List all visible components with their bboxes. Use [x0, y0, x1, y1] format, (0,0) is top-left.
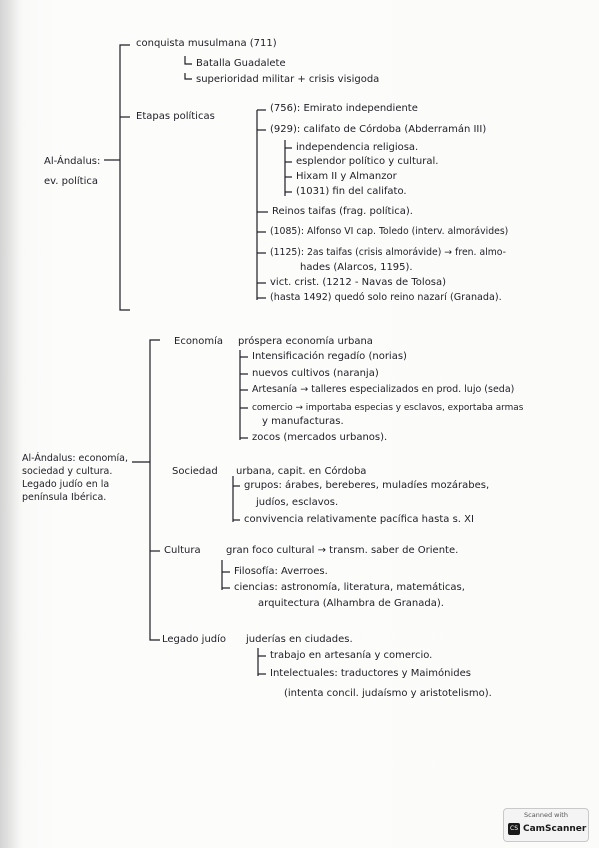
cultura-heading: Cultura: [164, 545, 201, 556]
granada-item: (hasta 1492) quedó solo reino nazarí (Granada).: [270, 292, 502, 303]
economia-sub-4: comercio → importaba especias y esclavos, exportaba armas: [252, 403, 524, 413]
camscanner-brand: CamScanner: [523, 824, 587, 834]
cultura-sub-2: ciencias: astronomía, literatura, matemáticas,: [234, 582, 465, 593]
bracket-section-2: [150, 340, 160, 640]
section2-label: Al-Ándalus: economía, sociedad y cultura. Legado judío en la península Ibérica.: [22, 453, 129, 503]
sociedad-sub-1: grupos: árabes, bereberes, muladíes mozárabes,: [244, 480, 490, 491]
economia-sub-5: y manufacturas.: [262, 416, 344, 427]
economia-sub-3: Artesanía → talleres especializados en prod. lujo (seda): [252, 384, 515, 395]
bracket-section-1: [120, 45, 130, 310]
emirato-item: (756): Emirato independiente: [270, 103, 418, 114]
cultura-main: gran foco cultural → transm. saber de Oriente.: [226, 545, 459, 556]
sociedad-sub-2: judíos, esclavos.: [256, 497, 339, 508]
conquista-sub-1: Batalla Guadalete: [196, 58, 286, 69]
economia-sub-6: zocos (mercados urbanos).: [252, 432, 388, 443]
economia-heading: Economía: [174, 336, 224, 347]
section1-label-line1: Al-Ándalus:: [44, 156, 101, 167]
sociedad-main: urbana, capit. en Córdoba: [236, 466, 367, 477]
taifas-item: Reinos taifas (frag. política).: [272, 206, 413, 217]
legado-heading: Legado judío: [162, 634, 227, 645]
segundas-taifas-line2: hades (Alarcos, 1195).: [300, 262, 413, 273]
califato-sub-1: independencia religiosa.: [296, 142, 419, 153]
economia-main: próspera economía urbana: [238, 336, 373, 347]
legado-sub-2: Intelectuales: traductores y Maimónides: [270, 668, 471, 679]
cultura-sub-1: Filosofía: Averroes.: [234, 566, 328, 577]
califato-item: (929): califato de Córdoba (Abderramán III): [270, 124, 487, 135]
scanned-with-text: Scanned with: [524, 811, 568, 819]
cultura-sub-3: arquitectura (Alhambra de Granada).: [258, 598, 444, 609]
segundas-taifas-line1: (1125): 2as taifas (crisis almorávide) → fren. almo-: [270, 247, 507, 258]
economia-sub-1: Intensificación regadío (norias): [252, 351, 407, 362]
conquista-arrow-a: [185, 56, 192, 64]
camscanner-logo-icon: CS: [508, 823, 520, 835]
legado-sub-1: trabajo en artesanía y comercio.: [270, 650, 433, 661]
califato-sub-4: (1031) fin del califato.: [296, 186, 407, 197]
conquista-arrow-b: [185, 73, 192, 79]
conquista-sub-2: superioridad militar + crisis visigoda: [196, 74, 380, 85]
califato-sub-2: esplendor político y cultural.: [296, 156, 439, 167]
califato-sub-3: Hixam II y Almanzor: [296, 171, 397, 182]
sociedad-heading: Sociedad: [172, 466, 218, 477]
conquista-heading: conquista musulmana (711): [136, 38, 277, 49]
etapas-heading: Etapas políticas: [136, 111, 215, 122]
legado-main: juderías en ciudades.: [246, 634, 353, 645]
economia-sub-2: nuevos cultivos (naranja): [252, 368, 379, 379]
navas-item: vict. crist. (1212 - Navas de Tolosa): [270, 277, 447, 288]
section1-label-line2: ev. política: [44, 176, 98, 187]
sociedad-sub-3: convivencia relativamente pacífica hasta s. XI: [244, 514, 474, 525]
toledo-item: (1085): Alfonso VI cap. Toledo (interv. almorávides): [270, 226, 509, 237]
camscanner-watermark: [503, 808, 589, 842]
legado-sub-3: (intenta concil. judaísmo y aristotelismo).: [284, 688, 492, 699]
